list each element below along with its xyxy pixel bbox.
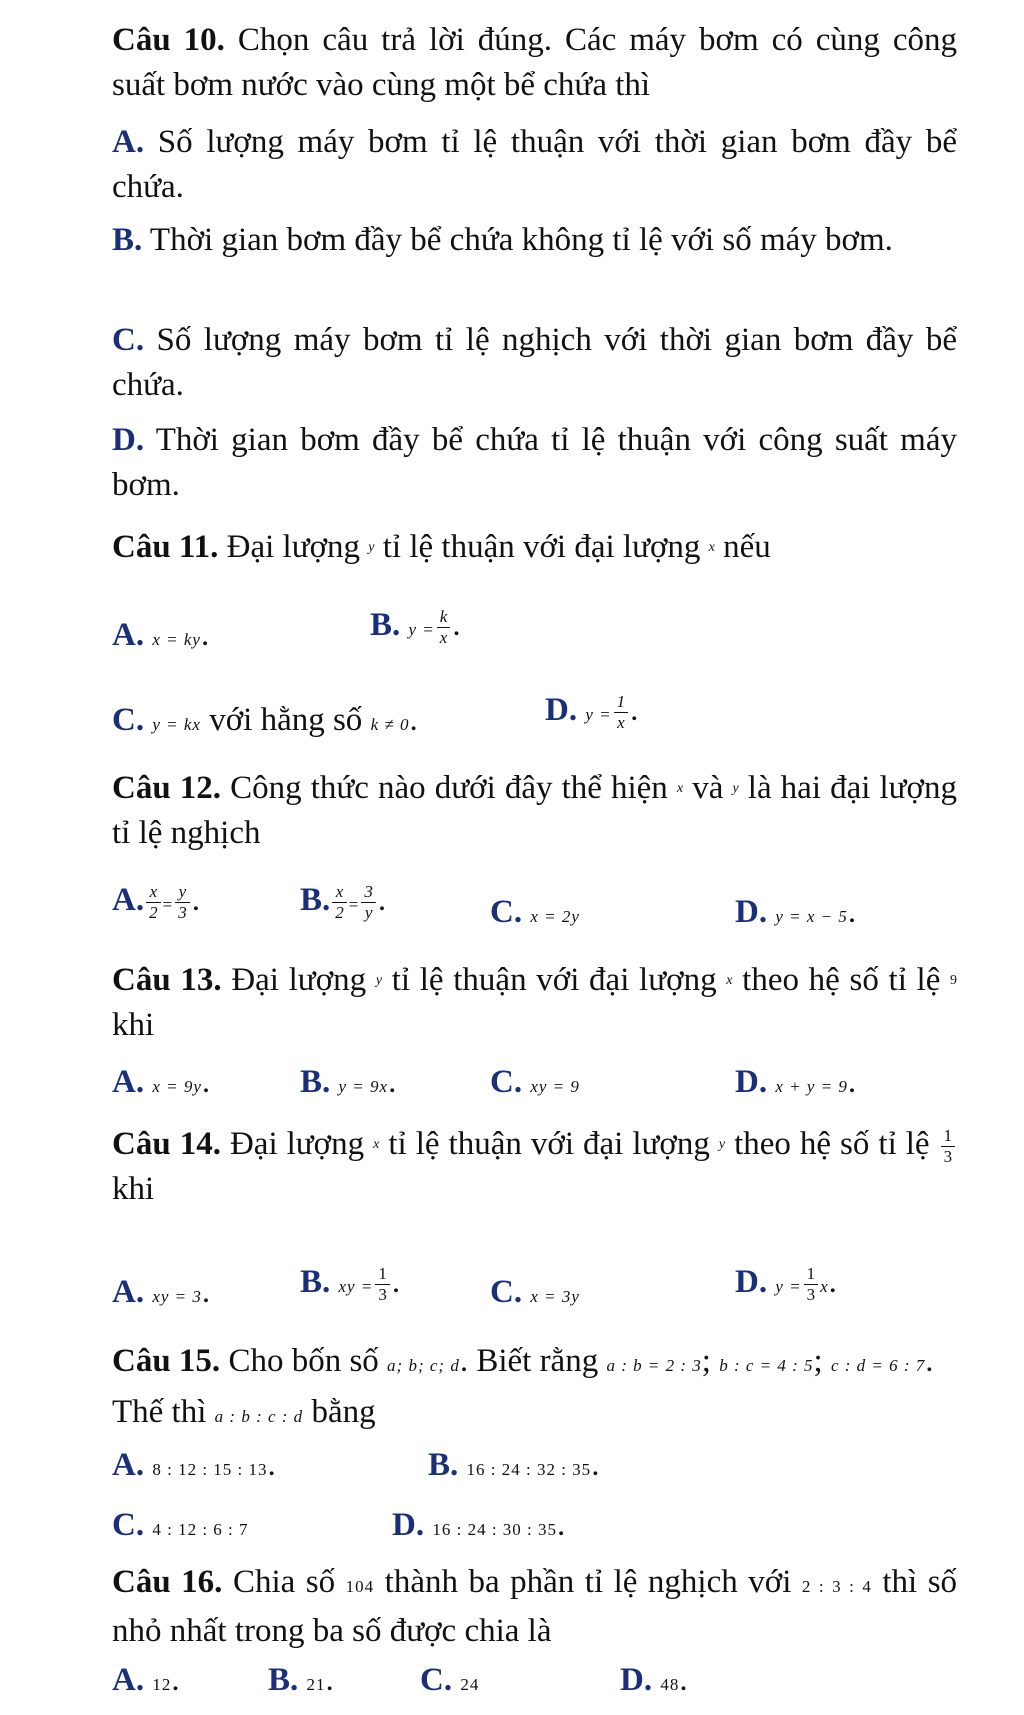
q11-option-a[interactable] xyxy=(112,615,209,660)
question-text: khi xyxy=(112,1007,155,1043)
question-13 xyxy=(112,958,957,1048)
period: . xyxy=(191,882,200,918)
option-letter: D. xyxy=(620,1662,653,1698)
math-number: 48 xyxy=(660,1675,680,1694)
q15-option-a[interactable] xyxy=(112,1445,276,1490)
question-label: Câu 15. xyxy=(112,1343,221,1379)
question-text: thì số nhỏ nhất trong ba số được chia là xyxy=(112,1564,958,1649)
math-expr: 4 : 12 : 6 : 7 xyxy=(152,1520,249,1539)
q11-option-b[interactable] xyxy=(370,605,461,650)
q13-option-b[interactable] xyxy=(300,1062,396,1107)
q16-option-a[interactable] xyxy=(112,1660,180,1705)
math-expr: y = kx xyxy=(152,715,201,734)
period: . xyxy=(201,1274,211,1310)
question-16 xyxy=(112,1560,957,1654)
period: . xyxy=(201,1064,211,1100)
option-text: Thời gian bơm đầy bể chứa tỉ lệ thuận với công suất máy bơm. xyxy=(112,422,957,503)
question-text: khi xyxy=(112,1171,155,1207)
denominator: 3 xyxy=(943,1146,953,1166)
option-letter: D. xyxy=(392,1507,425,1543)
option-letter: A. xyxy=(112,1447,145,1483)
denominator: 3 xyxy=(806,1284,816,1304)
option-letter: D. xyxy=(112,422,145,458)
q12-option-d[interactable] xyxy=(735,892,856,937)
option-letter: B. xyxy=(268,1662,299,1698)
denominator: 3 xyxy=(378,1284,387,1304)
question-text: Đại lượng xyxy=(229,1126,365,1162)
question-text: tỉ lệ thuận với đại lượng xyxy=(388,1126,710,1162)
denominator: 2 xyxy=(149,902,158,922)
numerator: x xyxy=(332,882,347,903)
numerator: y xyxy=(175,882,190,903)
equals: = xyxy=(348,895,360,914)
question-text: thành ba phần tỉ lệ nghịch với xyxy=(384,1564,792,1600)
math-expr: 16 : 24 : 32 : 35 xyxy=(466,1460,592,1479)
q11-option-d[interactable] xyxy=(545,690,638,735)
q14-option-a[interactable] xyxy=(112,1272,210,1317)
math-var: y xyxy=(368,540,375,555)
question-text: Đại lượng xyxy=(231,962,367,998)
q13-option-a[interactable] xyxy=(112,1062,210,1107)
numerator: 3 xyxy=(361,882,376,903)
math-expr: x + y = 9 xyxy=(775,1077,848,1096)
question-text: Chọn câu trả lời đúng. Các máy bơm có cùng công suất bơm nước vào cùng một bể chứa thì xyxy=(112,22,958,103)
denominator: x xyxy=(617,712,625,732)
option-text: với hằng số xyxy=(209,702,363,738)
option-letter: A. xyxy=(112,882,145,918)
question-label: Câu 10. xyxy=(112,22,225,58)
option-letter: A. xyxy=(112,1064,145,1100)
option-letter: C. xyxy=(112,702,145,738)
option-letter: A. xyxy=(112,617,145,653)
math-expr: 16 : 24 : 30 : 35 xyxy=(432,1520,558,1539)
numerator: k xyxy=(437,607,451,628)
numerator: 1 xyxy=(941,1126,956,1147)
math-number: 21 xyxy=(306,1675,326,1694)
math-number: 12 xyxy=(152,1675,172,1694)
option-text: Thời gian bơm đầy bể chứa không tỉ lệ với số máy bơm. xyxy=(149,222,893,258)
fraction xyxy=(804,1264,819,1305)
fraction xyxy=(146,882,161,923)
question-text: . Thế thì xyxy=(112,1343,934,1430)
period: . xyxy=(591,1447,600,1483)
question-text: tỉ lệ thuận với đại lượng xyxy=(382,529,701,565)
math-expr: a : b = 2 : 3 xyxy=(606,1356,702,1375)
math-var: y xyxy=(732,781,739,796)
option-letter: D. xyxy=(545,692,578,728)
option-letter: C. xyxy=(490,1274,523,1310)
option-letter: C. xyxy=(490,1064,523,1100)
q10-option-a[interactable] xyxy=(112,120,957,210)
option-letter: C. xyxy=(112,322,145,358)
q12-option-c[interactable] xyxy=(490,892,580,937)
fraction xyxy=(437,607,451,648)
math-expr: 2 : 3 : 4 xyxy=(801,1577,872,1596)
option-letter: C. xyxy=(112,1507,145,1543)
period: . xyxy=(409,702,418,738)
numerator: 1 xyxy=(804,1264,819,1285)
math-var: y xyxy=(375,973,383,988)
period: . xyxy=(267,1447,276,1483)
question-text: nếu xyxy=(723,529,771,565)
period: . xyxy=(452,607,461,643)
math-var: x xyxy=(373,1137,380,1152)
math-var: y xyxy=(718,1137,726,1152)
question-text: Chia số xyxy=(232,1564,336,1600)
question-14 xyxy=(112,1122,957,1212)
math-expr: x = 3y xyxy=(530,1287,580,1306)
numerator: 1 xyxy=(375,1264,390,1285)
math-expr: xy = xyxy=(338,1277,374,1296)
q16-option-c[interactable] xyxy=(420,1660,479,1705)
q14-option-c[interactable] xyxy=(490,1272,580,1317)
question-label: Câu 14. xyxy=(112,1126,221,1162)
denominator: 2 xyxy=(335,902,344,922)
math-var: x xyxy=(708,540,715,555)
numerator: 1 xyxy=(614,692,629,713)
option-letter: C. xyxy=(490,894,523,930)
period: . xyxy=(325,1662,334,1698)
question-text: bằng xyxy=(311,1394,376,1430)
q10-option-c[interactable] xyxy=(112,318,957,408)
question-text: Công thức nào dưới đây thể hiện xyxy=(230,770,668,806)
option-letter: D. xyxy=(735,894,768,930)
question-15 xyxy=(112,1338,957,1440)
math-expr: b : c = 4 : 5 xyxy=(719,1356,814,1375)
question-10 xyxy=(112,18,957,108)
period: . xyxy=(388,1064,397,1100)
period: . xyxy=(630,692,639,728)
option-text: Số lượng máy bơm tỉ lệ thuận với thời gian bơm đầy bể chứa. xyxy=(112,124,958,205)
math-expr: xy = 9 xyxy=(530,1077,580,1096)
math-expr: x = ky xyxy=(152,630,201,649)
math-expr: 8 : 12 : 15 : 13 xyxy=(152,1460,268,1479)
question-text: tỉ lệ thuận với đại lượng xyxy=(391,962,717,998)
math-expr: k ≠ 0 xyxy=(370,715,410,734)
numerator: x xyxy=(146,882,161,903)
option-letter: A. xyxy=(112,124,145,160)
q13-option-c[interactable] xyxy=(490,1062,580,1107)
q14-option-b[interactable] xyxy=(300,1262,400,1307)
period: . xyxy=(200,617,210,653)
q10-option-d[interactable] xyxy=(112,418,957,508)
question-label: Câu 11. xyxy=(112,529,219,565)
option-letter: D. xyxy=(735,1264,768,1300)
fraction xyxy=(332,882,347,923)
q16-option-b[interactable] xyxy=(268,1660,334,1705)
separator: ; xyxy=(701,1343,711,1379)
q15-option-b[interactable] xyxy=(428,1445,599,1490)
math-expr: y = xyxy=(775,1277,802,1296)
q12-option-a[interactable] xyxy=(112,880,200,925)
math-number: 24 xyxy=(460,1675,480,1694)
option-letter: A. xyxy=(112,1274,145,1310)
math-expr: a : b : c : d xyxy=(214,1407,304,1426)
option-text: Số lượng máy bơm tỉ lệ nghịch với thời gian bơm đầy bể chứa. xyxy=(112,322,958,403)
fraction xyxy=(175,882,190,923)
math-expr: x = 9y xyxy=(152,1077,202,1096)
math-expr: y = xyxy=(585,705,612,724)
q13-option-d[interactable] xyxy=(735,1062,856,1107)
question-text: là hai đại lượng tỉ lệ nghịch xyxy=(112,770,958,851)
separator: ; xyxy=(813,1343,823,1379)
option-letter: D. xyxy=(735,1064,768,1100)
option-letter: B. xyxy=(112,222,143,258)
question-label: Câu 13. xyxy=(112,962,222,998)
question-text: theo hệ số tỉ lệ xyxy=(734,1126,930,1162)
question-text: Cho bốn số xyxy=(228,1343,379,1379)
question-12 xyxy=(112,766,957,856)
question-text: . Biết rằng xyxy=(459,1343,599,1379)
math-expr: x xyxy=(820,1277,829,1296)
fraction xyxy=(941,1126,956,1167)
question-text: theo hệ số tỉ lệ xyxy=(742,962,941,998)
q15-option-c[interactable] xyxy=(112,1505,249,1550)
option-letter: B. xyxy=(300,1064,331,1100)
period: . xyxy=(847,894,857,930)
math-expr: xy = 3 xyxy=(152,1287,202,1306)
q14-option-d[interactable] xyxy=(735,1262,837,1307)
math-expr: a; b; c; d xyxy=(387,1356,460,1375)
option-letter: A. xyxy=(112,1662,145,1698)
period: . xyxy=(679,1662,688,1698)
q10-option-b[interactable] xyxy=(112,218,957,263)
period: . xyxy=(377,882,387,918)
period: . xyxy=(847,1064,857,1100)
denominator: 3 xyxy=(178,902,187,922)
question-label: Câu 16. xyxy=(112,1564,223,1600)
math-number: 104 xyxy=(345,1577,375,1596)
period: . xyxy=(557,1507,566,1543)
q16-option-d[interactable] xyxy=(620,1660,688,1705)
option-letter: B. xyxy=(300,882,331,918)
option-letter: C. xyxy=(420,1662,453,1698)
math-expr: y = 9x xyxy=(338,1077,389,1096)
fraction xyxy=(375,1264,390,1305)
denominator: y xyxy=(364,902,373,922)
option-letter: B. xyxy=(370,607,401,643)
math-expr: c : d = 6 : 7 xyxy=(830,1356,926,1375)
denominator: x xyxy=(439,627,448,647)
math-var: x xyxy=(676,781,684,796)
question-text: Đại lượng xyxy=(226,529,361,565)
period: . xyxy=(171,1662,180,1698)
option-letter: B. xyxy=(300,1264,331,1300)
equals: = xyxy=(162,895,174,914)
question-text: và xyxy=(692,770,724,806)
period: . xyxy=(828,1264,837,1300)
q12-option-b[interactable] xyxy=(300,880,386,925)
q11-option-c[interactable] xyxy=(112,700,418,745)
fraction xyxy=(361,882,376,923)
math-expr: y = x − 5 xyxy=(775,907,848,926)
math-expr: x = 2y xyxy=(530,907,580,926)
option-letter: B. xyxy=(428,1447,459,1483)
math-expr: y = xyxy=(408,620,435,639)
math-number: 9 xyxy=(950,973,958,988)
fraction xyxy=(614,692,629,733)
period: . xyxy=(391,1264,401,1300)
math-var: x xyxy=(726,973,733,988)
question-label: Câu 12. xyxy=(112,770,222,806)
question-11 xyxy=(112,525,957,570)
q15-option-d[interactable] xyxy=(392,1505,565,1550)
